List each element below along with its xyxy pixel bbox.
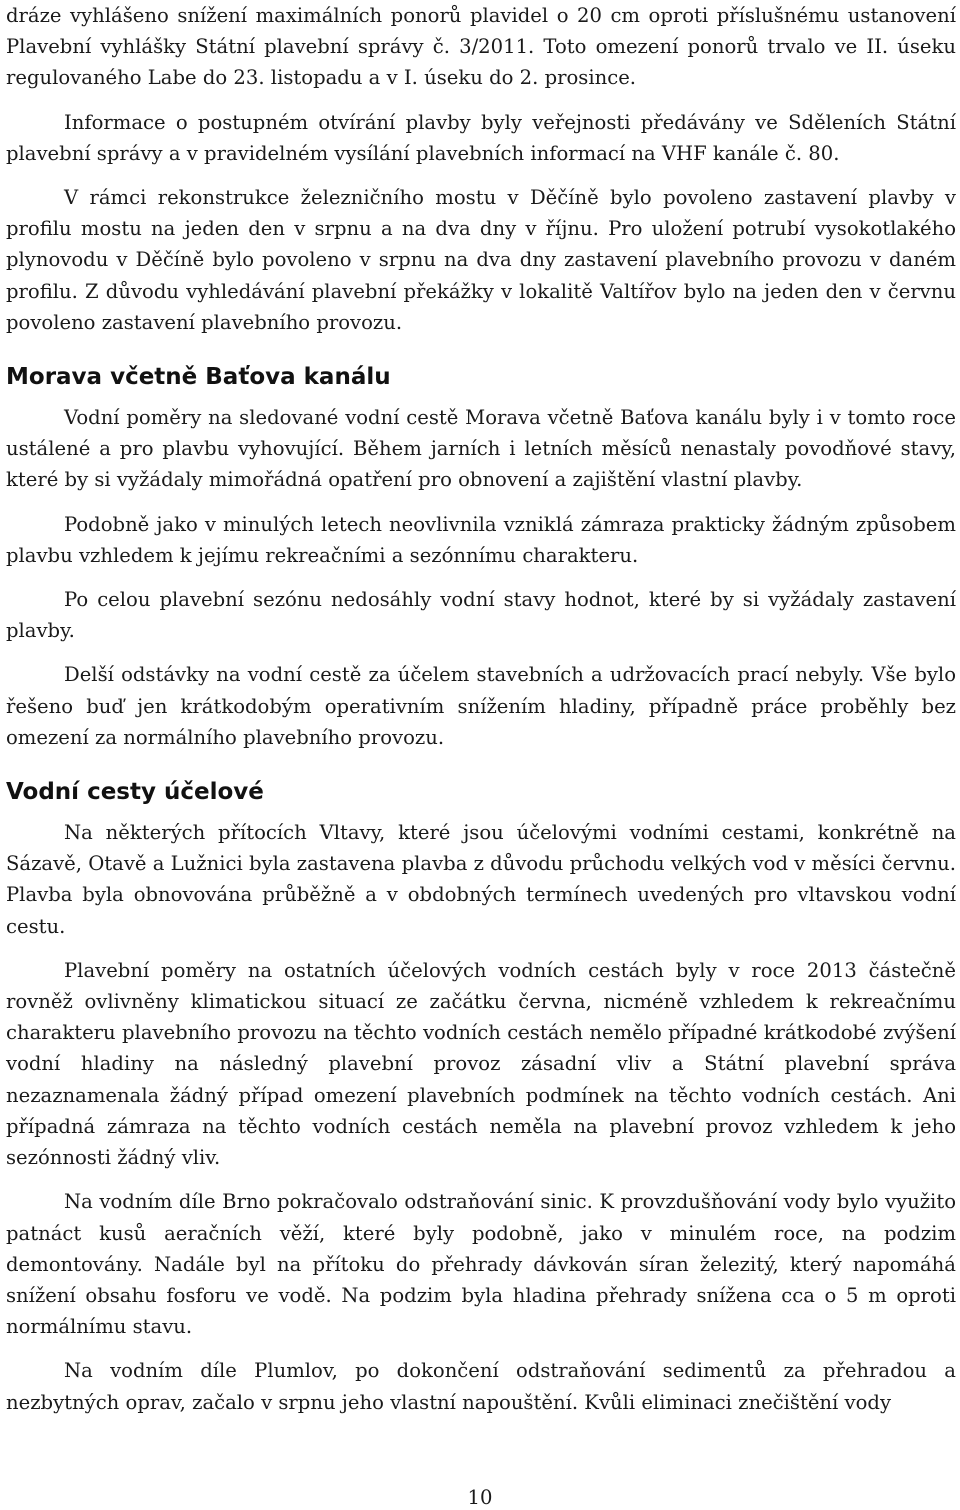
paragraph-plavebni-pomery: Plavební poměry na ostatních účelových vodních cestách byly v roce 2013 částečně rovněž ovlivněny klimatickou situací ze začátku června, nicméně vzhledem k rekreačnímu charakteru plavebního provozu na těchto vodních cestách nemělo případné krátkodobé zvýšení vodní hladiny na následný plavební provoz zásadní vliv a Státní plavební správa nezaznamenala žádný případ omezení plavebních podmínek na těchto vodních cestách. Ani případná zámraza na těchto vodních cestách neměla na plavební provoz vzhledem k jeho sezónnosti žádný vliv. xyxy=(6,958,956,1170)
paragraph-sezona: Po celou plavební sezónu nedosáhly vodní stavy hodnot, které by si vyžádaly zastavení plavby. xyxy=(6,588,956,643)
paragraph-vd-brno: Na vodním díle Brno pokračovalo odstraňování sinic. K provzdušňování vody bylo využito patnáct kusů aeračních věží, které byly podobně, jako v minulém roce, na podzim demontovány. Nadále byl na přítoku do přehrady dávkován síran železitý, který napomáhá snížení obsahu fosforu ve vodě. Na podzim byla hladina přehrady snížena cca o 5 m oproti normálnímu stavu. xyxy=(6,1190,956,1339)
paragraph-odstavky: Delší odstávky na vodní cestě za účelem stavebních a udržovacích prací nebyly. Vše bylo řešeno buď jen krátkodobým operativním snížením hladiny, případně práce proběhly bez omezení za normálního plavebního provozu. xyxy=(6,663,956,749)
paragraph-continuation: dráze vyhlášeno snížení maximálních ponorů plavidel o 20 cm oproti příslušnému ustanovení Plavební vyhlášky Státní plavební správy č. 3/2011. Toto omezení ponorů trvalo ve II. úseku regulovaného Labe do 23. listopadu a v I. úseku do 2. prosince. xyxy=(6,4,956,90)
paragraph-vd-plumlov: Na vodním díle Plumlov, po dokončení odstraňování sedimentů za přehradou a nezbytných oprav, začalo v srpnu jeho vlastní napouštění. Kvůli eliminaci znečištění vody xyxy=(6,1359,956,1414)
document-page xyxy=(6,0,956,1418)
paragraph-zamraza: Podobně jako v minulých letech neovlivnila vzniklá zámraza prakticky žádným způsobem plavbu vzhledem k jejímu rekreačními a sezónnímu charakteru. xyxy=(6,512,956,567)
paragraph-pritoky-vltavy: Na některých přítocích Vltavy, které jsou účelovými vodními cestami, konkrétně na Sázavě, Otavě a Lužnici byla zastavena plavba z důvodu průchodu velkých vod v měsíci červnu. Plavba byla obnovována průběžně a v obdobných termínech uvedených pro vltavskou vodní cestu. xyxy=(6,821,956,938)
paragraph-informace: Informace o postupném otvírání plavby byly veřejnosti předávány ve Sděleních Státní plavební správy a v pravidelném vysílání plavebních informací na VHF kanále č. 80. xyxy=(6,110,956,165)
section-heading-morava: Morava včetně Baťova kanálu xyxy=(6,364,391,391)
page-number: 10 xyxy=(467,1486,493,1509)
paragraph-vodni-pomery: Vodní poměry na sledované vodní cestě Morava včetně Baťova kanálu byly i v tomto roce ustálené a pro plavbu vyhovující. Během jarních i letních měsíců nenastaly povodňové stavy, které by si vyžádaly mimořádná opatření pro obnovení a zajištění vlastní plavby. xyxy=(6,406,956,492)
paragraph-rekonstrukce: V rámci rekonstrukce železničního mostu v Děčíně bylo povoleno zastavení plavby v profilu mostu na jeden den v srpnu a na dva dny v říjnu. Pro uložení potrubí vysokotlakého plynovodu v Děčíně bylo povoleno v srpnu na dva dny zastavení plavebního provozu v daném profilu. Z důvodu vyhledávání plavební překážky v lokalitě Valtířov bylo na jeden den v červnu povoleno zastavení plavebního provozu. xyxy=(6,186,956,334)
section-heading-ucelove: Vodní cesty účelové xyxy=(6,779,264,806)
